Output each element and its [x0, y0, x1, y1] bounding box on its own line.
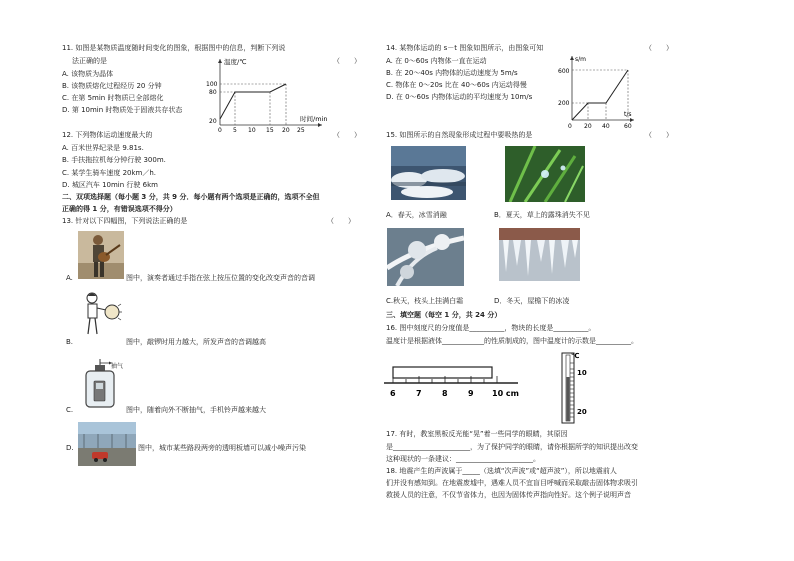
q13-option-b-text: 图中，敲锣时用力越大，所发声音的音调越高: [126, 338, 266, 346]
q14-ytick-600: 600: [558, 68, 570, 75]
q11-curve: [220, 84, 286, 119]
q15-melting-snow-photo: [391, 146, 466, 200]
section2-heading-line1: 二、双项选择题（每小题 3 分，共 9 分．每小题有两个选项是正确的，选项不全但: [62, 193, 320, 201]
q11-xlabel: 时间/min: [300, 115, 328, 123]
q14-option-a: A. 在 0～60s 内物体一直在运动: [386, 57, 487, 65]
q11-option-c: C. 在第 5min 时物质已全部熔化: [62, 94, 164, 102]
q11-xtick-10: 10: [248, 127, 256, 133]
q14-xtick-0: 0: [568, 123, 572, 130]
q13-noise-barrier-image: [78, 422, 136, 466]
q15-frost-branch-photo: [387, 228, 464, 286]
q16-measured-block: [393, 367, 492, 378]
q11-temperature-graph: [200, 55, 330, 133]
q15-dew-grass-photo: [505, 146, 585, 202]
section2-heading-line2: 正确的得 1 分，有错误选项不得分）: [62, 205, 177, 213]
q14-option-c: C. 物体在 0～20s 比在 40～60s 内运动得慢: [386, 81, 527, 89]
q16-thermo-tick-10: 10: [577, 369, 587, 377]
q13-option-a-label: A.: [66, 274, 73, 282]
q18-line3: 救援人员的注意，不仅节省体力，也因为固体传声指向性好。这个例子说明声音: [386, 491, 631, 499]
q13-answer-bracket: （ ）: [327, 217, 355, 225]
q13-option-d-text: 图中，城市某些路段两旁的透明板墙可以减小噪声污染: [138, 444, 306, 452]
q11-xtick-15: 15: [266, 127, 274, 133]
q15-icicles-photo: [499, 228, 580, 281]
q14-answer-bracket: （ ）: [645, 44, 673, 52]
q16-thermometer: [552, 349, 598, 425]
q14-ylabel: s/m: [575, 56, 586, 63]
q15-option-b: B．夏天，草上的露珠消失不见: [494, 211, 590, 219]
q14-xtick-40: 40: [602, 123, 610, 130]
q15-answer-bracket: （ ）: [645, 131, 673, 139]
q11-ytick-80: 80: [209, 89, 217, 96]
q11-option-d: D. 第 10min 时物质处于固液共存状态: [62, 106, 183, 114]
q14-stem: 14. 某物体运动的 s－t 图象如图所示，由图象可知: [386, 44, 544, 52]
q13-guitarist-image: [78, 231, 124, 279]
section3-heading: 三、填空题（每空 1 分，共 24 分）: [386, 311, 502, 319]
q16-ruler-tick-10cm: 10 cm: [492, 389, 519, 398]
q16-ruler-tick-7: 7: [416, 389, 422, 398]
q15-option-d: D．冬天，屋檐下的冰凌: [494, 297, 570, 305]
q16-line1: 16. 图中刻度尺的分度值是__________，物块的长度是__________。: [386, 324, 596, 332]
q12-option-b: B. 手扶拖拉机每分钟行驶 300m.: [62, 156, 166, 164]
q13-option-a-text: 图中，演奏者通过手指在弦上按压位置的变化改变声音的音调: [126, 274, 315, 282]
q17-line3: 这种现状的一条建议：______________________。: [386, 455, 540, 463]
q13-pump-label: 抽气: [111, 363, 124, 370]
q13-option-b-label: B.: [66, 338, 74, 346]
q15-stem: 15. 如图所示的自然现象形成过程中要吸热的是: [386, 131, 533, 139]
q11-xtick-20: 20: [282, 127, 290, 133]
q11-xtick-25: 25: [297, 127, 305, 133]
q11-ytick-20: 20: [209, 118, 217, 125]
q11-xtick-5: 5: [233, 127, 237, 133]
q11-stem-line1: 11. 如图是某物质温度随时间变化的图象，根据图中的信息，判断下列说: [62, 44, 286, 52]
q13-option-c-label: C.: [66, 406, 74, 414]
q14-xtick-60: 60: [624, 123, 632, 130]
q16-line2: 温度计是根据液体____________的性质制成的，图中温度计的示数是__________。: [386, 337, 638, 345]
q13-option-c-text: 图中，随着向外不断抽气，手机铃声越来越大: [126, 406, 266, 414]
q13-gong-image: [78, 290, 122, 338]
q13-bell-jar-image: [78, 355, 134, 411]
q14-option-b: B. 在 20～40s 内物体的运动速度为 5m/s: [386, 69, 518, 77]
q13-stem: 13. 针对以下四幅图，下列说法正确的是: [62, 217, 188, 225]
q18-line2: 们并没有感知到。在地震废墟中，遇难人员不宜盲目呼喊而采取敲击固体物求吸引: [386, 479, 638, 487]
q16-ruler-tick-6: 6: [390, 389, 396, 398]
q14-option-d: D. 在 0～60s 内物体运动的平均速度为 10m/s: [386, 93, 533, 101]
q11-ylabel: 温度/℃: [224, 58, 247, 66]
q12-stem: 12. 下列物体运动速度最大的: [62, 131, 153, 139]
q11-stem-line2: 法正确的是: [72, 57, 107, 65]
q11-xtick-0: 0: [218, 127, 222, 133]
q14-st-graph: [556, 52, 640, 132]
q15-option-c: C.秋天，枝头上挂满白霜: [386, 297, 464, 305]
q13-option-d-label: D.: [66, 444, 74, 452]
q15-option-a: A．春天，冰雪消融: [386, 211, 447, 219]
q12-answer-bracket: （ ）: [333, 131, 361, 139]
q11-option-b: B. 该物质熔化过程经历 20 分钟: [62, 82, 162, 90]
q17-line2: 是______________________，为了保护同学的眼睛，请你根据所学的知识提出改变: [386, 443, 638, 451]
q12-option-c: C. 某学生骑车速度 20km／h.: [62, 169, 157, 177]
q14-xlabel: t/s: [624, 111, 632, 118]
q11-ytick-100: 100: [206, 81, 218, 88]
q16-ruler-tick-8: 8: [442, 389, 448, 398]
q14-xtick-20: 20: [584, 123, 592, 130]
q18-line1: 18. 地震产生的声波属于_____（选填“次声波”或“超声波”），所以地震前人: [386, 467, 617, 475]
q16-ruler-tick-9: 9: [468, 389, 474, 398]
q16-thermo-tick-20: 20: [577, 408, 587, 416]
q12-option-a: A. 百米世界纪录是 9.81s.: [62, 144, 144, 152]
q14-ytick-200: 200: [558, 100, 570, 107]
q16-ruler-figure: [384, 364, 524, 404]
q12-option-d: D. 城区汽车 10min 行驶 6km: [62, 181, 158, 189]
q11-option-a: A. 该物质为晶体: [62, 70, 114, 78]
q16-thermo-unit: ℃: [571, 352, 580, 360]
q11-answer-bracket: （ ）: [333, 57, 361, 65]
q17-line1: 17. 有时，教室黑板反光能“晃”着一些同学的眼睛，其原因: [386, 430, 568, 438]
